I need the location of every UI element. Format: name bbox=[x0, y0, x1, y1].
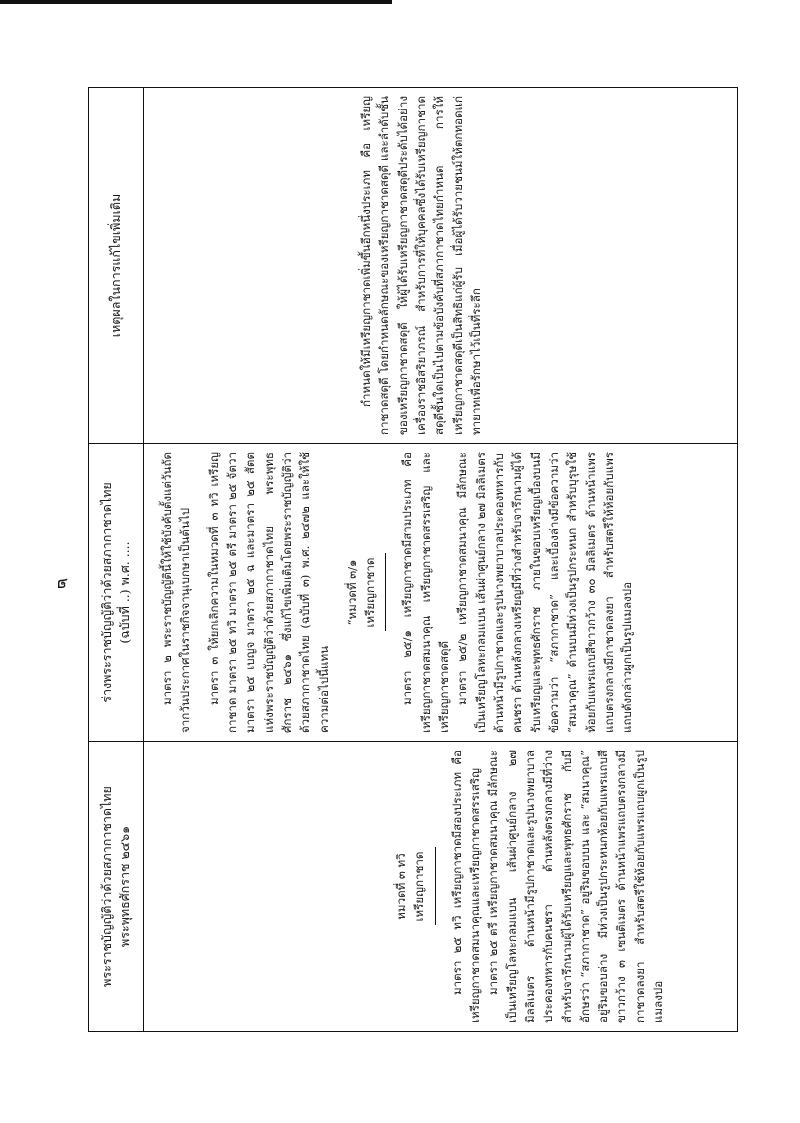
current-chapter-rule bbox=[435, 848, 436, 926]
top-rule bbox=[0, 0, 392, 4]
rotated-content bbox=[88, 88, 738, 1032]
current-section-25ter: มาตรา ๒๕ ตรี เหรียญกาชาดสมนาคุณ มีลักษณะเป็นเหรียญโลหะกลมแบน เส้นผ่าศูนย์กลาง ๒๗ มิลลิเมตร ด้านหน้ามีรูปกาชาดและรูปนางพยาบาลประคองทหารกับคนชรา ด้านหลังตรงกลางมีที่ว่างสำหรับจารึกนามผู้ได้รับเหรียญและพุทธศักราช กับมีอักษรว่า “สภากาชาด” อยู่ริมขอบบน และ “สมนาคุณ” อยู่ริมขอบล่าง มีห่วงเป็นรูปกระหนกห้อยกับแพรแถบสีขาวกว้าง ๓ เซนติเมตร ด้านหน้าแพรแถบตรงกลางมีกาชาดลงยา สำหรับสตรีใช้ห้อยกับแพรแถบผูกเป็นรูปแมลงปอ bbox=[486, 750, 666, 1023]
header-current-law-line2: พระพุทธศักราช ๒๔๖๑ bbox=[117, 825, 132, 948]
header-draft-law bbox=[89, 444, 144, 742]
draft-chapter-name: เหรียญกาชาด bbox=[363, 557, 378, 628]
content-row bbox=[144, 88, 738, 1032]
reason-text: กำหนดให้มีเหรียญกาชาดเพิ่มขึ้นอีกหนึ่งประเภท คือ เหรียญกาชาดสดุดี โดยกำหนดลักษณะของเหรียญกาชาดสดุดี และลำดับชั้นของเหรียญกาชาดสดุดี ให้ผู้ได้รับเหรียญกาชาดสดุดีประดับได้อย่างเครื่องราชอิสริยาภรณ์ สำหรับการที่ให้บุคคลซึ่งได้รับเหรียญกาชาดสดุดีชั้นใดเป็นไปตามข้อบังคับที่สภากาชาดไทยกำหนด การให้เหรียญกาชาดสดุดีเป็นสิทธิแก่ผู้รับ เมื่อผู้ได้รับวายชนม์ให้ตกทอดแก่ทายาทเพื่อรักษาไว้เป็นที่ระลึก bbox=[359, 96, 483, 435]
header-row bbox=[89, 88, 144, 1032]
draft-section-25-2: มาตรา ๒๕/๒ เหรียญกาชาดสมนาคุณ มีลักษณะเป็นเหรียญโลหะกลมแบน เส้นผ่าศูนย์กลาง ๒๗ มิลลิเมตร ด้านหน้ามีรูปกาชาดและรูปนางพยาบาลประคองทหารกับคนชรา ด้านหลังกลางเหรียญมีที่ว่างสำหรับจารึกนามผู้ได้รับเหรียญและพุทธศักราช ภายในขอบเหรียญเบื้องบนมีข้อความว่า “สภากาชาด” และเบื้องล่างมีข้อความว่า “สมนาคุณ” ด้านบนมีห่วงเป็นรูปกระหนก สำหรับบุรุษใช้ห้อยกับแพรแถบสีขาวกว้าง ๓๐ มิลลิเมตร ด้านหน้าแพรแถบตรงกลางมีกาชาดลงยา สำหรับสตรีให้ห้อยกับแพรแถบดังกล่าวผูกเป็นรูปแมลงปอ bbox=[455, 452, 635, 733]
header-reason-text: เหตุผลในการแก้ไขเพิ่มเติม bbox=[107, 193, 123, 338]
draft-section-3: มาตรา ๓ ให้ยกเลิกความในหมวดที่ ๓ ทวิ เหรียญกาชาด มาตรา ๒๕ ทวิ มาตรา ๒๕ ตรี มาตรา ๒๕ จัตวา มาตรา ๒๕ เบญจ มาตรา ๒๕ ฉ และมาตรา ๒๕ สัตต แห่งพระราชบัญญัติว่าด้วยสภากาชาดไทย พระพุทธศักราช ๒๔๖๑ ซึ่งแก้ไขเพิ่มเติมโดยพระราชบัญญัติว่าด้วยสภากาชาดไทย (ฉบับที่ ๓) พ.ศ. ๒๔๗๒ และให้ใช้ความต่อไปนี้แทน bbox=[206, 452, 331, 733]
header-reason bbox=[89, 88, 144, 444]
draft-section-25-1: มาตรา ๒๕/๑ เหรียญกาชาดมีสามประเภท คือ เหรียญกาชาดสมนาคุณ เหรียญกาชาดสรรเสริญ และเหรียญกาชาดสดุดี bbox=[400, 452, 452, 733]
draft-chapter-title: “หมวดที่ ๓/๑ bbox=[344, 559, 359, 626]
draft-law-cell bbox=[144, 444, 738, 742]
page-number: ๒ bbox=[53, 577, 74, 590]
current-section-25bis: มาตรา ๒๕ ทวิ เหรียญกาชาดมีสองประเภท คือ เหรียญกาชาดสมนาคุณและเหรียญกาชาดสรรเสริญ bbox=[449, 750, 482, 1023]
current-chapter-title: หมวดที่ ๓ ทวิ bbox=[394, 853, 408, 920]
draft-section-2: มาตรา ๒ พระราชบัญญัตินี้ให้ใช้บังคับตั้งแต่วันถัดจากวันประกาศในราชกิจจานุเบกษาเป็นต้นไป bbox=[160, 452, 193, 733]
comparison-table bbox=[88, 87, 738, 1032]
header-current-law bbox=[89, 742, 144, 1032]
draft-chapter-rule bbox=[385, 554, 386, 632]
current-chapter-name: เหรียญกาชาด bbox=[412, 851, 427, 922]
reason-cell bbox=[144, 88, 738, 444]
header-current-law-line1: พระราชบัญญัติว่าด้วยสภากาชาดไทย bbox=[98, 786, 114, 987]
header-draft-law-line2: (ฉบับที่ ..) พ.ศ. .... bbox=[117, 541, 132, 644]
current-law-cell bbox=[144, 742, 738, 1032]
header-draft-law-line1: ร่างพระราชบัญญัติว่าด้วยสภากาชาดไทย bbox=[98, 482, 114, 703]
rotated-page bbox=[88, 88, 738, 1032]
